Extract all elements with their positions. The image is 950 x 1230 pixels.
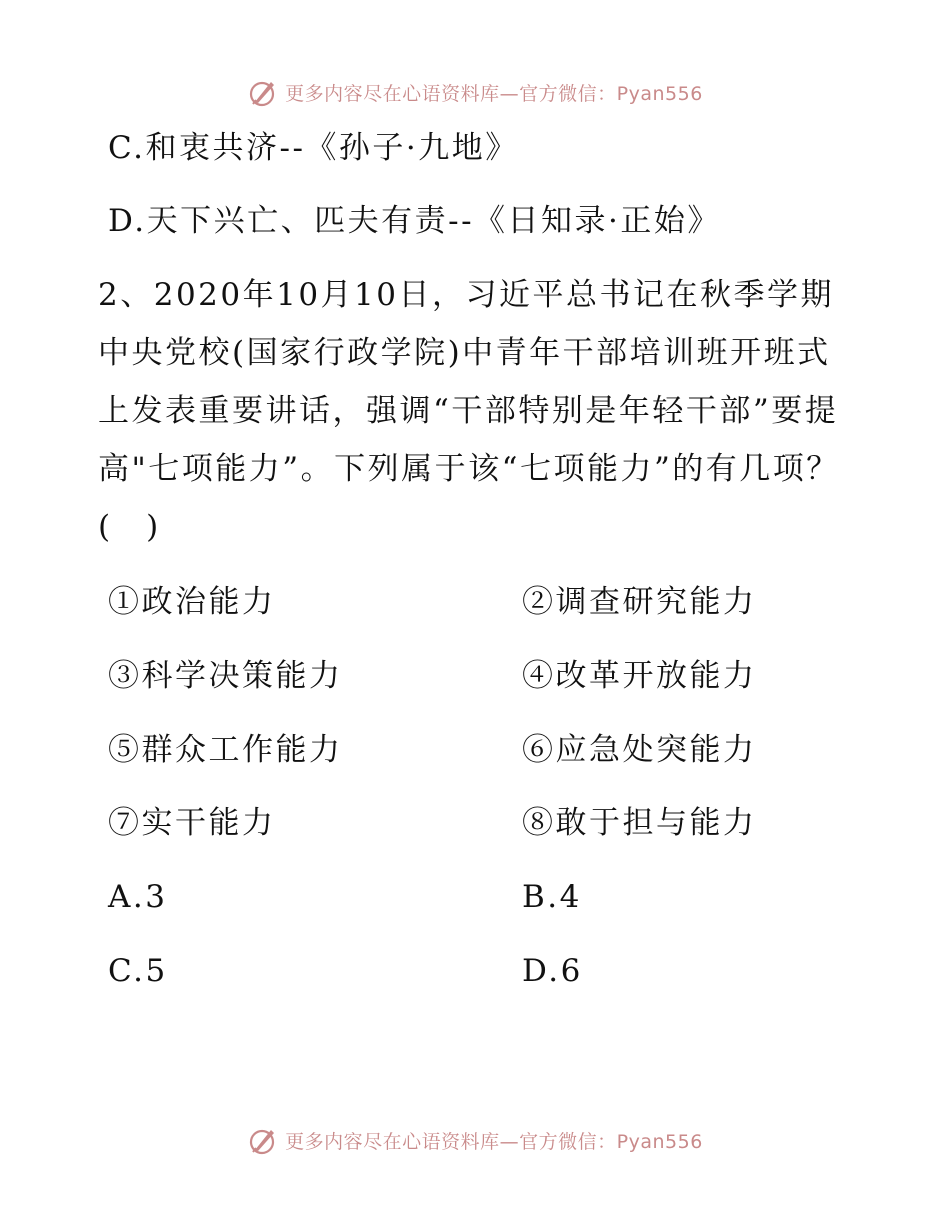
ability-item: ⑤群众工作能力 — [108, 732, 343, 768]
ability-item: ④改革开放能力 — [522, 658, 757, 694]
ability-item: ⑧敢于担与能力 — [522, 805, 757, 841]
watermark-header — [0, 72, 950, 112]
watermark-footer — [0, 1120, 950, 1160]
choice-c: C.5 — [108, 953, 168, 989]
question-2-stem: 2、2020年10月10日，习近平总书记在秋季学期中央党校(国家行政学院)中青年干部培训班开班式上发表重要讲话，强调“干部特别是年轻干部”要提高"七项能力”。下列属于该“七项能力”的有几项？( ) — [98, 277, 840, 545]
ability-item: ①政治能力 — [108, 584, 276, 620]
ability-item: ③科学决策能力 — [108, 658, 343, 694]
quill-pen-logo-icon — [247, 76, 279, 108]
ability-item: ②调查研究能力 — [522, 584, 757, 620]
choice-b: B.4 — [522, 879, 582, 915]
option-c-previous: C.和衷共济--《孙子·九地》 — [108, 130, 519, 166]
choice-a: A.3 — [108, 879, 168, 915]
ability-item: ⑥应急处突能力 — [522, 732, 757, 768]
watermark-text: 更多内容尽在心语资料库—官方微信：Pyan556 — [285, 1130, 703, 1153]
option-d-previous: D.天下兴亡、匹夫有责--《日知录·正始》 — [108, 203, 721, 239]
ability-item: ⑦实干能力 — [108, 805, 276, 841]
quill-pen-logo-icon — [247, 1124, 279, 1156]
watermark-text: 更多内容尽在心语资料库—官方微信：Pyan556 — [285, 82, 703, 105]
choice-d: D.6 — [522, 953, 583, 989]
